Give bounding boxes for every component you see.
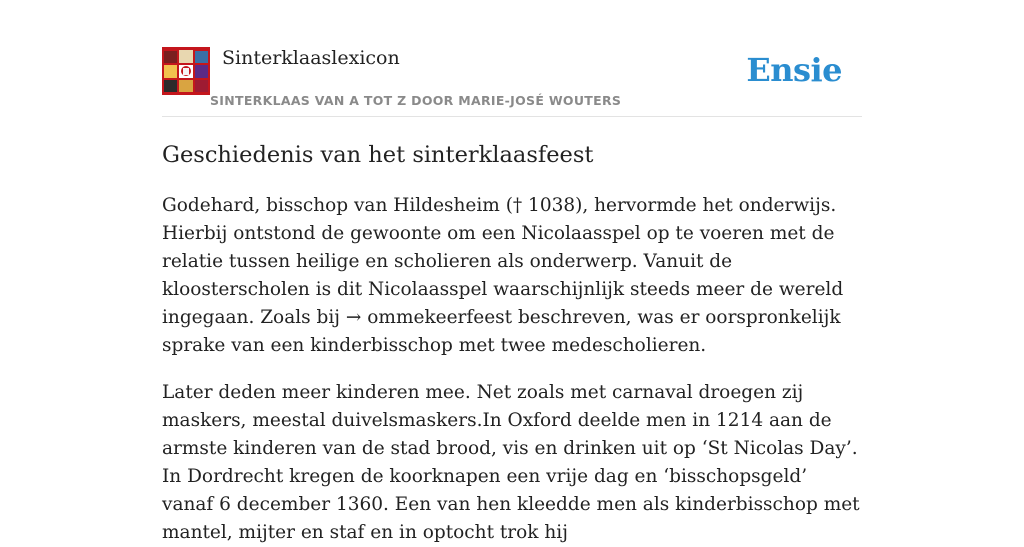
article-paragraph-2: Later deden meer kinderen mee. Net zoals met carnaval droegen zij maskers, meestal duivelsmaskers.In Oxford deelde men in 1214 aan de armste kinderen van de stad brood, vis en drinken uit op ‘St Nicolas Day’. In Dordrecht kregen de koorknapen een vrije dag en ‘bisschopsgeld’ vanaf 6 december 1360. Een van hen kleedde men als kinderbisschop met mantel, mijter en staf en in optocht trok hij [162, 382, 860, 543]
site-title-link[interactable]: Sinterklaaslexicon [222, 47, 400, 69]
article-title: Geschiedenis van het sinterklaasfeest [162, 142, 594, 168]
paragraph-1-text-end: beschreven, was er oorspronkelijk sprake van een kinderbisschop met twee medescholieren. [162, 307, 841, 356]
avatar-image-icon [162, 47, 210, 95]
article-paragraph-1 [162, 192, 862, 360]
brand-logo-link[interactable]: Ensie [746, 51, 842, 89]
ommekeerfeest-link[interactable]: → ommekeerfeest [345, 307, 513, 328]
site-subtitle: SINTERKLAAS VAN A TOT Z DOOR MARIE-JOSÉ WOUTERS [210, 93, 622, 108]
article [162, 138, 862, 547]
site-avatar[interactable] [162, 47, 210, 95]
site-header [162, 46, 862, 117]
paragraph-1-text-start: Godehard, bisschop van Hildesheim († 1038), hervormde het onderwijs. Hierbij ontstond de gewoonte om een Nicolaasspel op te voeren met de relatie tussen heilige en scholieren als onderwerp. Vanuit de kloosterscholen is dit Nicolaasspel waarschijnlijk steeds meer de wereld ingegaan. Zoals bij [162, 195, 844, 328]
